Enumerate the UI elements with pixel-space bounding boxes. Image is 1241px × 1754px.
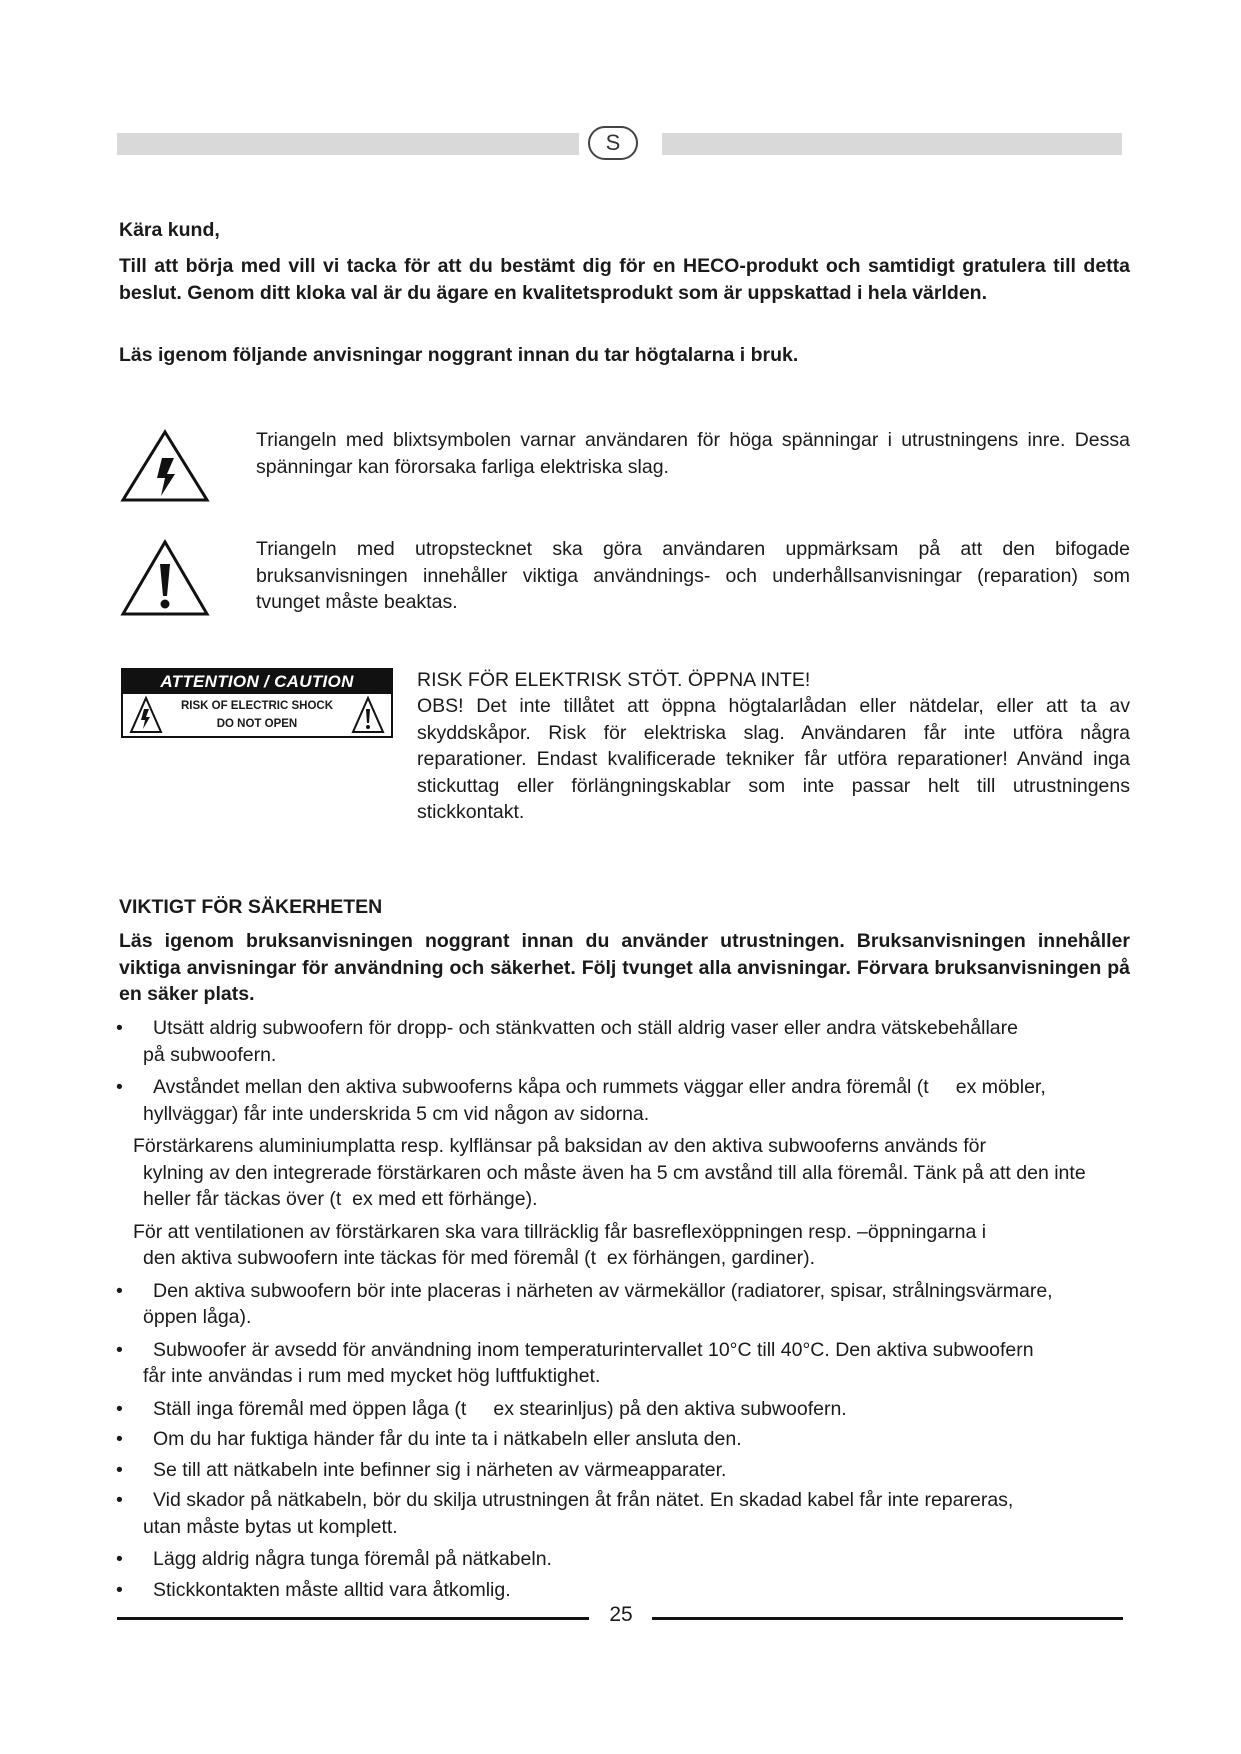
list-item: • Utsätt aldrig subwoofern för dropp- och stänkvatten och ställ aldrig vaser eller andra vätskebehållare på subwoofern. [119, 1015, 1179, 1068]
list-item: • Se till att nätkabeln inte befinner sig i närheten av värmeapparater. [119, 1457, 1179, 1484]
caution-label-title: ATTENTION / CAUTION [123, 670, 391, 694]
lightning-symbol-text: Triangeln med blixtsymbolen varnar användaren för höga spänningar i utrustningens inre. Dessa spänningar kan förorsaka farliga elektriska slag. [256, 429, 1130, 478]
header-bar-right [662, 133, 1122, 155]
list-item: • Subwoofer är avsedd för användning inom temperaturintervallet 10°C till 40°C. Den aktiva subwoofern får inte användas i rum med mycket hög luftfuktighet. [119, 1337, 1179, 1390]
caution-heading: RISK FÖR ELEKTRISK STÖT. ÖPPNA INTE! [417, 669, 811, 691]
safety-heading: VIKTIGT FÖR SÄKERHETEN [119, 896, 383, 918]
footer-line-left [117, 1617, 589, 1620]
caution-label-line1: RISK OF ELECTRIC SHOCK [180, 700, 334, 712]
page-number: 25 [609, 1603, 633, 1626]
list-item: • Vid skador på nätkabeln, bör du skilja utrustningen åt från nätet. En skadad kabel får inte repareras, utan måste bytas ut komplett. [119, 1487, 1179, 1540]
caution-label [121, 668, 393, 738]
safety-list [119, 1015, 1179, 1603]
list-item: • Om du har fuktiga händer får du inte ta i nätkabeln eller ansluta den. [119, 1426, 1179, 1453]
list-item: • Avståndet mellan den aktiva subwooferns kåpa och rummets väggar eller andra föremål (t ex möbler, hyllväggar) får inte underskrida 5 cm vid någon av sidorna. [119, 1074, 1179, 1127]
list-item: • Lägg aldrig några tunga föremål på nätkabeln. [119, 1546, 1179, 1573]
list-item: • Stickkontakten måste alltid vara åtkomlig. [119, 1577, 1179, 1604]
exclamation-warning-icon [119, 538, 211, 618]
list-item: Förstärkarens aluminiumplatta resp. kylflänsar på baksidan av den aktiva subwooferns används för kylning av den integrerade förstärkaren och måste även ha 5 cm avstånd till alla föremål. Tänk på att den inte heller får täckas över (t ex med ett förhänge). [133, 1135, 1086, 1210]
list-item: • Den aktiva subwoofern bör inte placeras i närheten av värmekällor (radiatorer, spisar, strålningsvärmare, öppen låga). [119, 1278, 1179, 1331]
lightning-warning-icon [119, 428, 211, 504]
list-item: • Ställ inga föremål med öppen låga (t ex stearinljus) på den aktiva subwoofern. [119, 1396, 1179, 1423]
intro-thanks: Till att börja med vill vi tacka för att du bestämt dig för en HECO-produkt och samtidigt gratulera till detta beslut. Genom ditt kloka val är du ägare en kvalitetsprodukt som är uppskattad i hela världen. [119, 255, 1130, 304]
header-bar-left [117, 133, 579, 155]
exclamation-symbol-text: Triangeln med utropstecknet ska göra användaren uppmärksam på att den bifogade bruksanvisningen innehåller viktiga användnings- och underhållsanvisningar (reparation) som tvunget måste beaktas. [256, 538, 1130, 613]
footer-line-right [652, 1617, 1123, 1620]
caution-lightning-icon-left [129, 695, 163, 735]
caution-label-line2: DO NOT OPEN [216, 718, 298, 730]
intro-read-notice: Läs igenom följande anvisningar noggrant innan du tar högtalarna i bruk. [119, 344, 799, 366]
salutation: Kära kund, [119, 219, 220, 241]
list-item: För att ventilationen av förstärkaren ska vara tillräcklig får basreflexöppningen resp. –öppningarna i den aktiva subwoofern inte täckas för med föremål (t ex förhängen, gardiner). [133, 1220, 987, 1269]
safety-intro: Läs igenom bruksanvisningen noggrant innan du använder utrustningen. Bruksanvisningen innehåller viktiga anvisningar för användning och säkerhet. Följ tvunget alla anvisningar. Förvara bruksanvisningen på en säker plats. [119, 930, 1130, 1005]
language-badge: S [588, 126, 638, 160]
caution-body: OBS! Det inte tillåtet att öppna högtalarlådan eller nätdelar, eller att ta av skyddskåpor. Risk för elektriska slag. Användaren får inte utföra några reparationer. Endast kvalificerade tekniker får utföra reparationer! Använd inga stickuttag eller förlängningskablar som inte passar helt till utrustningens stickkontakt. [417, 695, 1130, 823]
caution-exclamation-icon-right [351, 695, 385, 735]
